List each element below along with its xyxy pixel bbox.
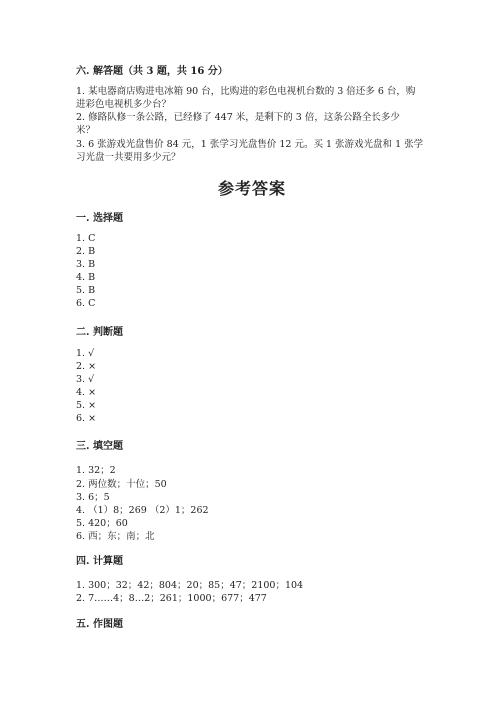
answer-line: 5. B [76, 285, 96, 296]
question-1-line-2: 进彩色电视机多少台？ [76, 99, 172, 110]
answer-line: 4. B [76, 272, 96, 283]
answer-line: 3. 6；5 [76, 492, 110, 503]
answers-title: 参考答案 [218, 179, 287, 198]
question-3-line-1: 3. 6 张游戏光盘售价 84 元，1 张学习光盘售价 12 元。买 1 张游戏光盘和 1 张学 [76, 139, 424, 150]
question-1-line-1: 1. 某电器商店购进电冰箱 90 台，比购进的彩色电视机台数的 3 倍还多 6 台，购 [76, 86, 416, 97]
answer-line: 4. （1）8；269 （2）1；262 [76, 505, 209, 516]
answer-line: 6. C [76, 298, 96, 309]
question-3-line-2: 习光盘一共要用多少元？ [76, 152, 181, 163]
section-5-heading: 五. 作图题 [76, 619, 123, 630]
section-6-heading: 六. 解答题（共 3 题，共 16 分） [76, 66, 228, 77]
section-1-heading: 一. 选择题 [76, 213, 123, 224]
answer-line: 3. B [76, 259, 96, 270]
answer-line: 5. × [76, 400, 97, 411]
section-4-heading: 四. 计算题 [76, 556, 123, 567]
answer-line: 1. C [76, 233, 96, 244]
question-2-line-2: 米？ [76, 125, 96, 136]
answer-line: 2. 两位数；十位；50 [76, 479, 167, 490]
section-3-heading: 三. 填空题 [76, 441, 123, 452]
answer-line: 6. × [76, 413, 97, 424]
answer-line: 2. 7……4；8…2；261；1000；677；477 [76, 593, 267, 604]
answer-line: 6. 西；东；南；北 [76, 531, 155, 542]
answer-line: 1. √ [76, 348, 95, 359]
answer-line: 2. × [76, 361, 97, 372]
answer-line: 4. × [76, 387, 97, 398]
answer-line: 1. 32；2 [76, 465, 116, 476]
question-2-line-1: 2. 修路队修一条公路，已经修了 447 米，是剩下的 3 倍，这条公路全长多少 [76, 112, 400, 123]
answer-line: 2. B [76, 246, 96, 257]
section-2-heading: 二. 判断题 [76, 327, 123, 338]
answer-line: 1. 300；32；42；804；20；85；47；2100；104 [76, 580, 304, 591]
answer-line: 3. √ [76, 374, 95, 385]
answer-line: 5. 420；60 [76, 518, 128, 529]
